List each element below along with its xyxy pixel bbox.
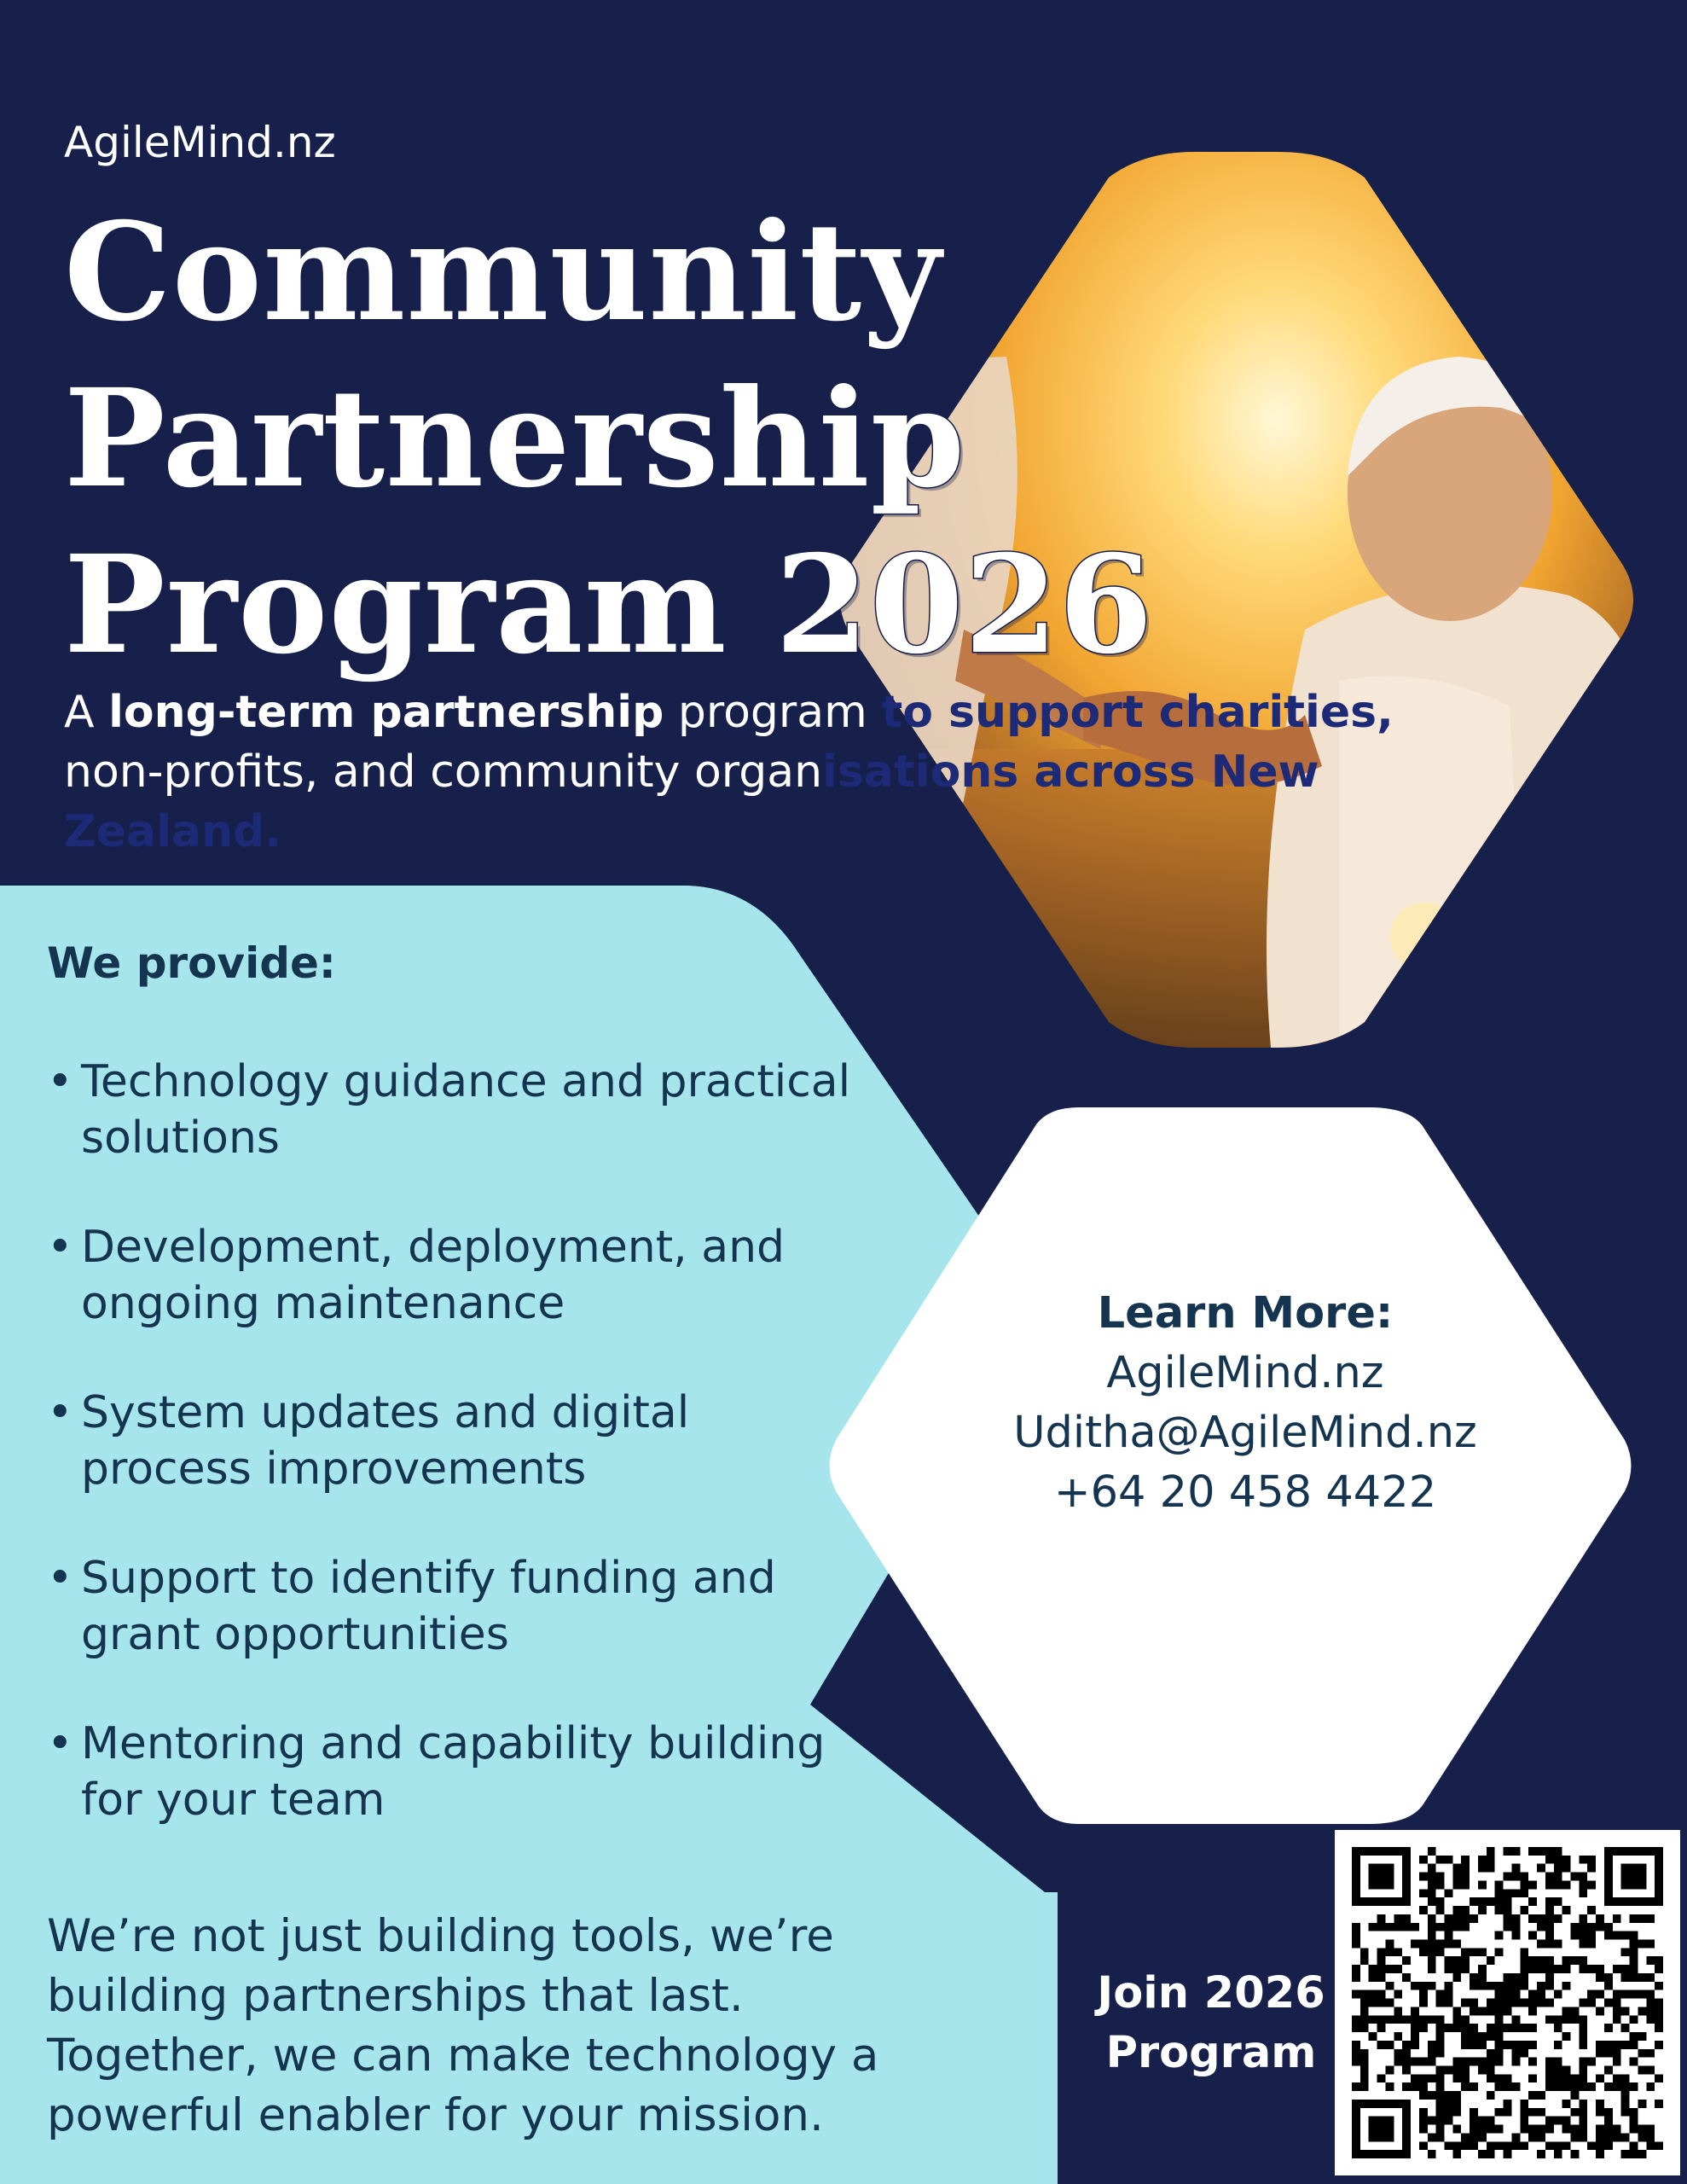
list-item bbox=[47, 1219, 857, 1332]
qr-code-icon[interactable] bbox=[1335, 1830, 1680, 2175]
contact-website-link[interactable]: AgileMind.nz bbox=[1106, 1348, 1384, 1398]
closing-statement: We’re not just building tools, we’re building partnerships that last. Together, we can make technology a powerful enabler for your mission. bbox=[47, 1910, 879, 2141]
qr-code-graphic bbox=[1352, 1847, 1663, 2158]
list-item-text: Technology guidance and practical solutions bbox=[81, 1056, 851, 1164]
contact-heading: Learn More: bbox=[1097, 1288, 1394, 1339]
title-line-3: Program 2026 bbox=[64, 526, 1154, 684]
intro-bold: long-term partnership bbox=[108, 687, 664, 738]
list-item-text: Development, deployment, and ongoing maintenance bbox=[81, 1222, 786, 1329]
intro-text bbox=[64, 682, 1514, 862]
join-line-1: Join 2026 bbox=[1097, 1968, 1325, 2018]
list-item-text: System updates and digital process improvements bbox=[81, 1387, 690, 1495]
list-item bbox=[47, 1385, 857, 1497]
intro-mid: program bbox=[664, 687, 882, 738]
contact-email-link[interactable]: Uditha@AgileMind.nz bbox=[1013, 1408, 1477, 1458]
page-title bbox=[64, 189, 1153, 688]
title-line-2: Partnership bbox=[64, 360, 966, 518]
bullet-icon: • bbox=[47, 1718, 73, 1769]
contact-phone-link[interactable]: +64 20 458 4422 bbox=[1053, 1467, 1437, 1518]
intro-highlight: to support charities, bbox=[881, 687, 1394, 738]
list-item bbox=[47, 1716, 857, 1828]
list-item bbox=[47, 1054, 857, 1166]
bullet-icon: • bbox=[47, 1553, 73, 1604]
list-item-text: Support to identify funding and grant opportunities bbox=[81, 1553, 776, 1660]
contact-info bbox=[938, 1284, 1552, 1523]
bullet-icon: • bbox=[47, 1387, 73, 1438]
bullet-icon: • bbox=[47, 1056, 73, 1107]
provide-list bbox=[47, 1054, 857, 1881]
join-call-to-action bbox=[1083, 1964, 1339, 2083]
intro-line2-highlight: isations across New Zealand. bbox=[64, 746, 1319, 857]
bullet-icon: • bbox=[47, 1222, 73, 1273]
list-item bbox=[47, 1550, 857, 1663]
list-item-text: Mentoring and capability building for your team bbox=[81, 1718, 826, 1826]
provide-heading: We provide: bbox=[47, 938, 336, 988]
site-name: AgileMind.nz bbox=[64, 118, 336, 167]
intro-line2: non-profits, and community organ bbox=[64, 746, 823, 798]
join-line-2: Program bbox=[1105, 2028, 1317, 2078]
intro-prefix: A bbox=[64, 687, 109, 738]
title-line-1: Community bbox=[64, 194, 942, 351]
